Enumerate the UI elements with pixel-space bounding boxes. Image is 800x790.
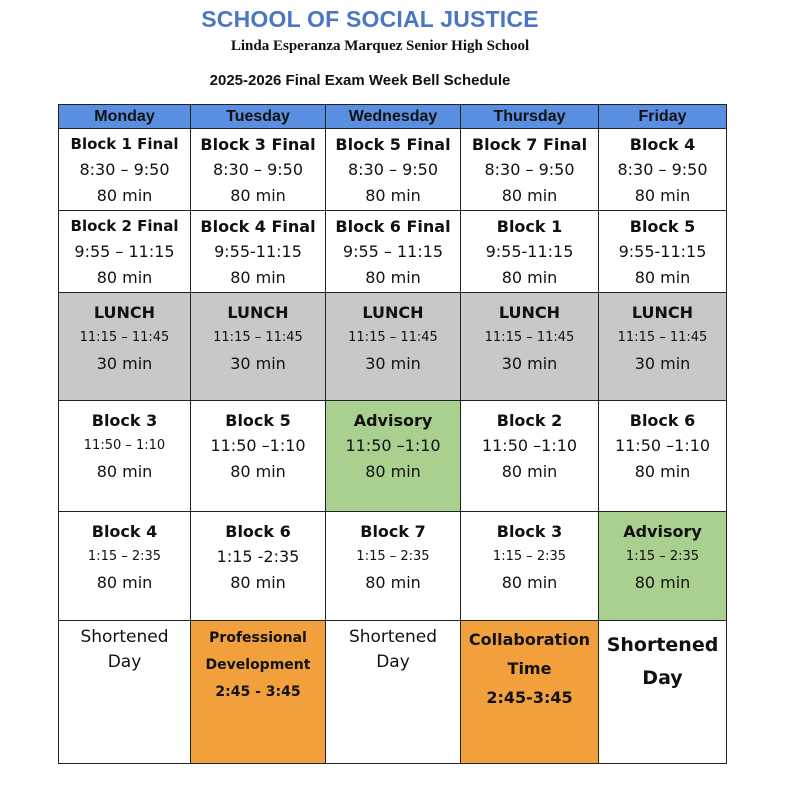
professional-development-cell (191, 621, 326, 764)
period-time: 11:15 – 11:45 (79, 330, 170, 345)
period-name: LUNCH (631, 303, 694, 322)
note-line: Shortened (348, 627, 438, 647)
note-line: Shortened (80, 627, 169, 647)
period-time: 1:15 – 2:35 (492, 549, 567, 564)
schedule-title: 2025-2026 Final Exam Week Bell Schedule (209, 72, 511, 89)
period-name: Advisory (623, 522, 702, 541)
note-time: 2:45-3:45 (486, 688, 573, 707)
period-duration: 80 min (365, 268, 421, 287)
period-cell (326, 211, 461, 293)
period-time: 11:50 –1:10 (210, 436, 306, 455)
period-cell (59, 211, 191, 293)
schedule-row (59, 512, 727, 621)
day-header-wednesday: Wednesday (326, 105, 461, 129)
period-time: 1:15 – 2:35 (356, 549, 430, 564)
schedule-row (59, 401, 727, 512)
period-name: Block 5 (629, 217, 696, 236)
period-time: 1:15 – 2:35 (87, 549, 162, 564)
period-duration: 80 min (365, 573, 421, 592)
day-header-row (59, 105, 727, 129)
period-cell (191, 211, 326, 293)
period-duration: 80 min (96, 573, 153, 592)
period-cell (326, 512, 461, 621)
period-time: 9:55-11:15 (485, 242, 574, 261)
period-name: Block 1 (496, 217, 563, 236)
school-name: Linda Esperanza Marquez Senior High School (230, 38, 530, 54)
period-duration: 80 min (634, 573, 691, 592)
period-cell (461, 512, 599, 621)
period-time: 11:50 –1:10 (345, 436, 441, 455)
period-name: Block 6 (629, 411, 696, 430)
note-line: Day (642, 667, 683, 689)
bell-schedule-table (58, 104, 727, 764)
period-time: 8:30 – 9:50 (617, 160, 708, 179)
period-duration: 80 min (501, 186, 558, 205)
period-cell (599, 401, 727, 512)
period-name: Block 6 (225, 522, 291, 541)
lunch-cell (326, 293, 461, 401)
period-name: Block 3 (496, 522, 563, 541)
period-duration: 80 min (230, 462, 286, 481)
note-line: Day (376, 652, 410, 672)
period-name: Block 4 (629, 135, 696, 154)
period-name: LUNCH (227, 303, 289, 322)
schedule-row (59, 211, 727, 293)
lunch-cell (461, 293, 599, 401)
period-cell (191, 401, 326, 512)
period-name: LUNCH (362, 303, 424, 322)
period-time: 11:50 –1:10 (614, 436, 711, 455)
period-duration: 30 min (230, 354, 286, 373)
period-name: Block 7 Final (471, 135, 588, 154)
note-line: Day (107, 652, 142, 672)
period-duration: 80 min (230, 573, 286, 592)
period-duration: 80 min (96, 268, 153, 287)
period-duration: 80 min (230, 186, 286, 205)
period-duration: 80 min (230, 268, 286, 287)
period-name: LUNCH (93, 303, 156, 322)
period-duration: 30 min (634, 354, 691, 373)
advisory-cell (326, 401, 461, 512)
period-cell (461, 401, 599, 512)
note-line: Development (205, 657, 311, 673)
period-name: Block 5 (225, 411, 291, 430)
day-header-thursday: Thursday (461, 105, 599, 129)
period-duration: 80 min (96, 186, 153, 205)
period-time: 1:15 -2:35 (216, 547, 300, 566)
period-name: Block 1 Final (70, 135, 179, 153)
period-name: Block 2 (496, 411, 563, 430)
period-duration: 80 min (501, 462, 558, 481)
lunch-cell (599, 293, 727, 401)
note-line: Collaboration (468, 630, 591, 649)
period-time: 9:55 – 11:15 (74, 242, 175, 261)
lunch-cell (191, 293, 326, 401)
period-name: Advisory (353, 411, 433, 430)
period-time: 11:15 – 11:45 (617, 330, 708, 345)
period-time: 9:55-11:15 (618, 242, 707, 261)
period-cell (59, 401, 191, 512)
period-cell (326, 129, 461, 211)
note-line: Time (507, 659, 552, 678)
period-cell (59, 129, 191, 211)
period-duration: 80 min (634, 462, 691, 481)
period-cell (599, 129, 727, 211)
period-time: 11:50 –1:10 (481, 436, 578, 455)
period-time: 11:15 – 11:45 (484, 330, 575, 345)
period-time: 11:15 – 11:45 (213, 330, 303, 345)
period-name: Block 4 Final (200, 217, 316, 236)
school-title: SCHOOL OF SOCIAL JUSTICE (201, 6, 539, 32)
period-cell (461, 129, 599, 211)
period-time: 1:15 – 2:35 (625, 549, 700, 564)
period-duration: 80 min (634, 186, 691, 205)
period-time: 11:15 – 11:45 (348, 330, 438, 345)
period-name: Block 7 (360, 522, 426, 541)
period-cell (191, 512, 326, 621)
period-time: 8:30 – 9:50 (484, 160, 575, 179)
day-header-tuesday: Tuesday (191, 105, 326, 129)
end-of-day-row (59, 621, 727, 764)
schedule-row (59, 129, 727, 211)
period-name: Block 3 (91, 411, 158, 430)
period-time: 11:50 – 1:10 (83, 438, 166, 453)
period-cell (461, 211, 599, 293)
period-duration: 30 min (96, 354, 153, 373)
period-name: Block 6 Final (335, 217, 451, 236)
shortened-day-cell (59, 621, 191, 764)
period-time: 8:30 – 9:50 (212, 160, 304, 179)
period-name: Block 5 Final (335, 135, 451, 154)
note-line: Shortened (606, 634, 719, 656)
period-name: Block 2 Final (70, 217, 179, 235)
period-duration: 80 min (96, 462, 153, 481)
period-name: LUNCH (498, 303, 561, 322)
period-time: 9:55-11:15 (214, 242, 302, 261)
period-time: 8:30 – 9:50 (79, 160, 170, 179)
day-header-friday: Friday (599, 105, 727, 129)
day-header-monday: Monday (59, 105, 191, 129)
collaboration-time-cell (461, 621, 599, 764)
period-duration: 80 min (501, 268, 558, 287)
period-cell (599, 211, 727, 293)
period-time: 9:55 – 11:15 (342, 242, 444, 261)
shortened-day-cell (326, 621, 461, 764)
period-duration: 80 min (501, 573, 558, 592)
period-cell (191, 129, 326, 211)
period-duration: 80 min (634, 268, 691, 287)
note-line: Professional (209, 630, 307, 646)
period-name: Block 3 Final (200, 135, 316, 154)
period-cell (59, 512, 191, 621)
note-time: 2:45 - 3:45 (215, 684, 301, 700)
lunch-row (59, 293, 727, 401)
period-duration: 30 min (365, 354, 421, 373)
period-duration: 30 min (501, 354, 558, 373)
shortened-day-cell (599, 621, 727, 764)
period-duration: 80 min (365, 186, 421, 205)
advisory-cell (599, 512, 727, 621)
lunch-cell (59, 293, 191, 401)
period-name: Block 4 (91, 522, 158, 541)
period-time: 8:30 – 9:50 (347, 160, 439, 179)
period-duration: 80 min (365, 462, 421, 481)
